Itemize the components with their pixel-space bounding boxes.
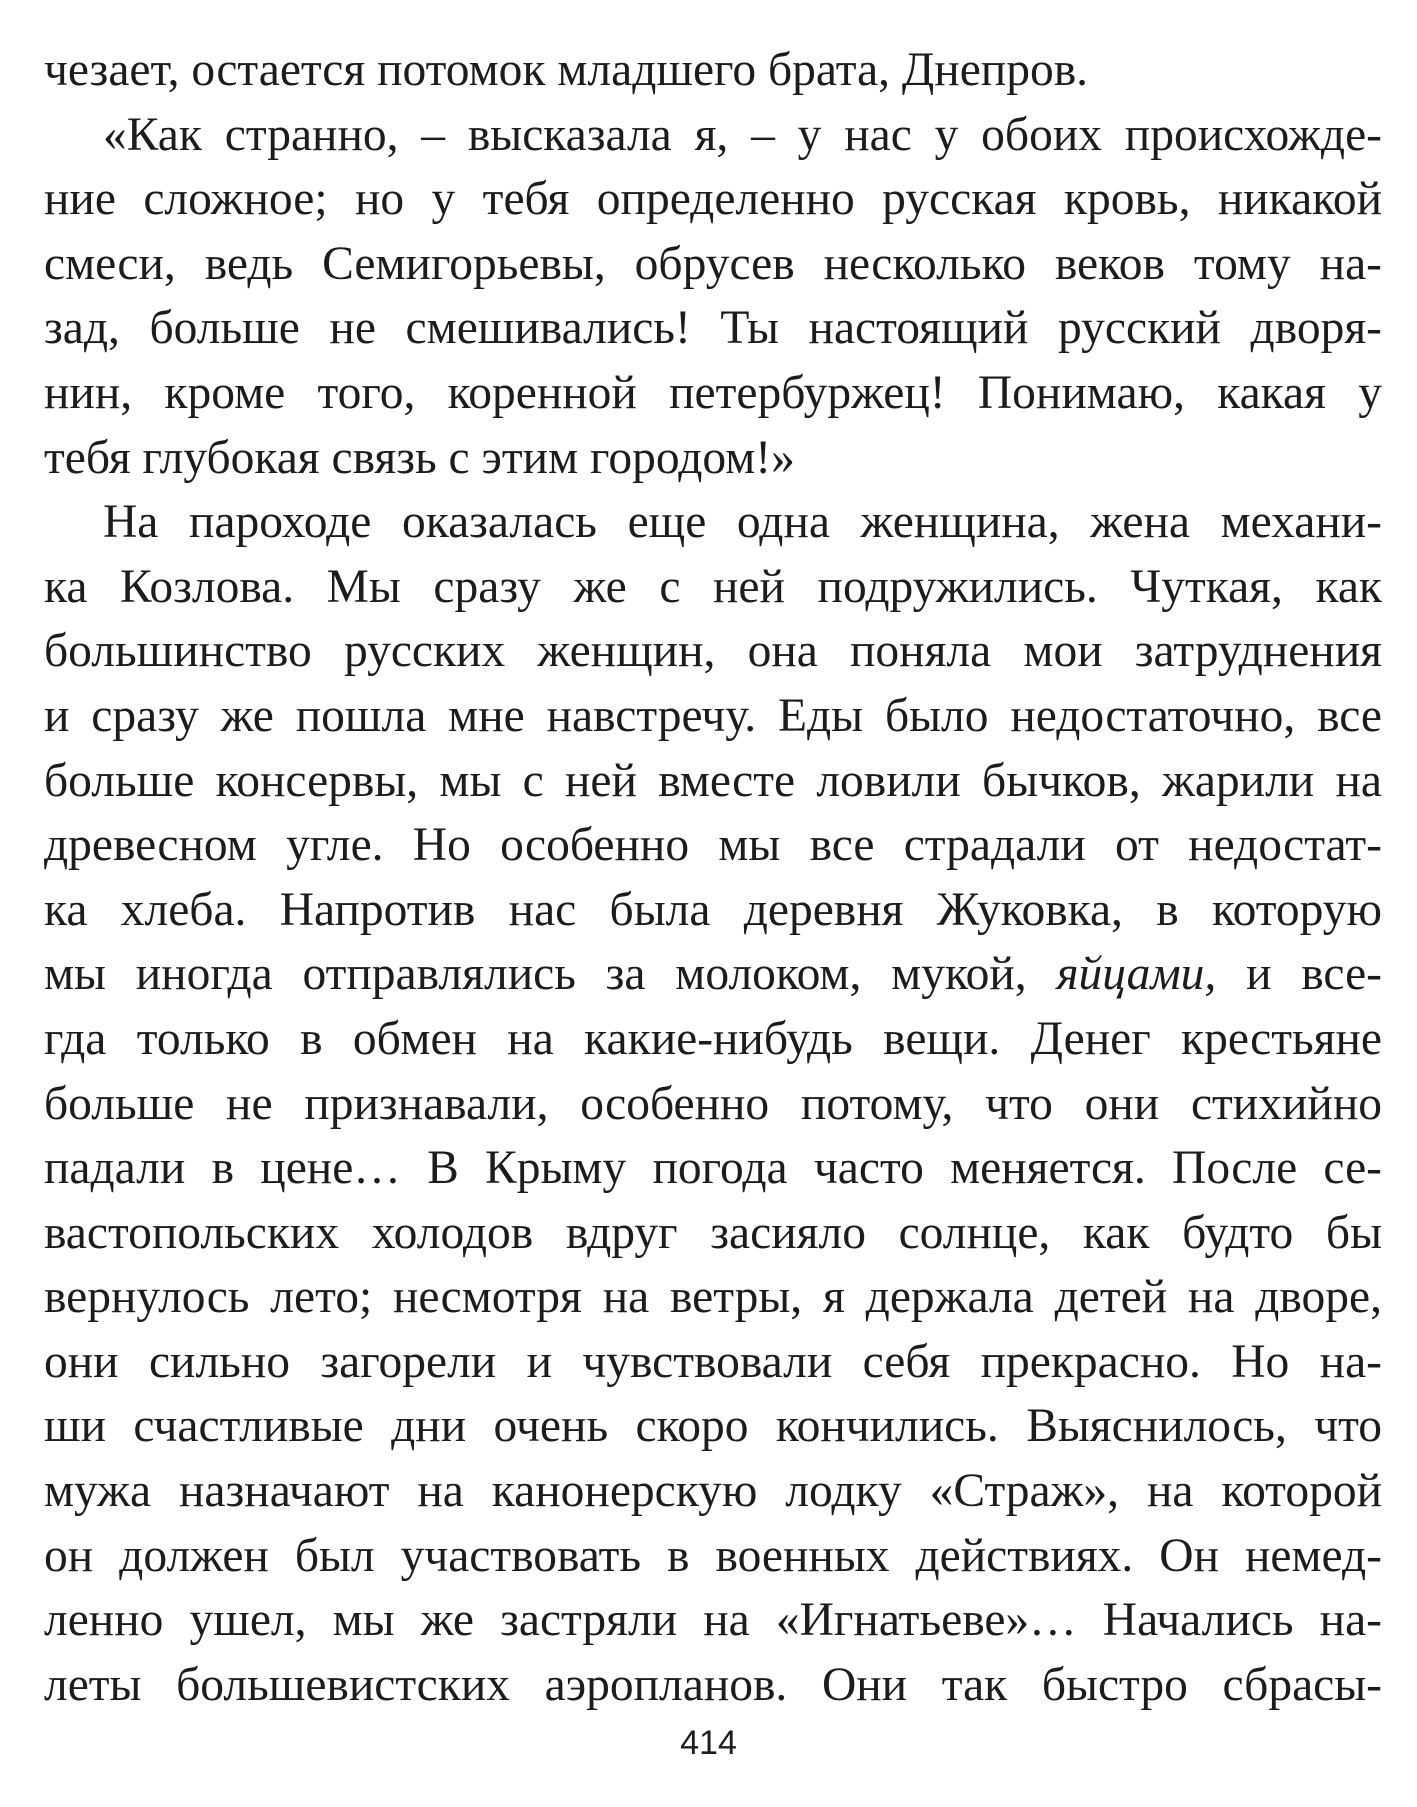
text-line: древесном угле. Но особенно мы все страдали от недостат- — [44, 819, 1382, 872]
text-line: вастопольских холодов вдруг засияло солнце, как будто бы — [44, 1206, 1382, 1259]
text-line: леты большевистских аэропланов. Они так быстро сбрасы- — [44, 1658, 1382, 1711]
text-line: мужа назначают на канонерскую лодку «Страж», на которой — [44, 1465, 1382, 1518]
text-run: мы иногда отправлялись за молоком, мукой, — [44, 948, 1057, 1001]
text-line: На пароходе оказалась еще одна женщина, жена механи- — [103, 496, 1382, 549]
page-number: 414 — [680, 1724, 737, 1762]
text-line: и сразу же пошла мне навстречу. Еды было недостаточно, все — [44, 689, 1382, 742]
text-line: падали в цене… В Крыму погода часто меняется. После се- — [44, 1142, 1382, 1195]
page-text — [44, 38, 1382, 1717]
text-line: ка Козлова. Мы сразу же с ней подружились. Чуткая, как — [44, 560, 1382, 613]
text-line: тебя глубокая связь с этим городом!» — [44, 431, 795, 484]
italic-word: яйцами, — [1056, 948, 1217, 1001]
text-line: ши счастливые дни очень скоро кончились. Выяснилось, что — [44, 1400, 1382, 1453]
text-line: чезает, остается потомок младшего брата, Днепров. — [44, 44, 1089, 96]
text-run: и все- — [1216, 948, 1382, 1001]
text-line: ка хлеба. Напротив нас была деревня Жуковка, в которую — [44, 883, 1382, 936]
text-line: они сильно загорели и чувствовали себя прекрасно. Но на- — [44, 1335, 1382, 1388]
text-line: ние сложное; но у тебя определенно русская кровь, никакой — [44, 173, 1382, 226]
text-line: больше не признавали, особенно потому, что они стихийно — [44, 1077, 1382, 1130]
text-line: ленно ушел, мы же застряли на «Игнатьеве»… Начались на- — [44, 1594, 1382, 1647]
text-line: большинство русских женщин, она поняла мои затруднения — [44, 625, 1382, 678]
text-line: нин, кроме того, коренной петербуржец! Понимаю, какая у — [44, 366, 1382, 419]
text-line: он должен был участвовать в военных действиях. Он немед- — [44, 1529, 1382, 1582]
text-line: смеси, ведь Семигорьевы, обрусев несколько веков тому на- — [44, 237, 1382, 290]
text-line: больше консервы, мы с ней вместе ловили бычков, жарили на — [44, 754, 1382, 807]
text-line: вернулось лето; несмотря на ветры, я держала детей на дворе, — [44, 1271, 1382, 1324]
text-line: зад, больше не смешивались! Ты настоящий русский дворя- — [44, 302, 1382, 355]
text-line: гда только в обмен на какие-нибудь вещи. Денег крестьяне — [44, 1012, 1382, 1065]
text-line — [44, 942, 1382, 1007]
text-line: «Как странно, – высказала я, – у нас у обоих происхожде- — [103, 108, 1382, 161]
